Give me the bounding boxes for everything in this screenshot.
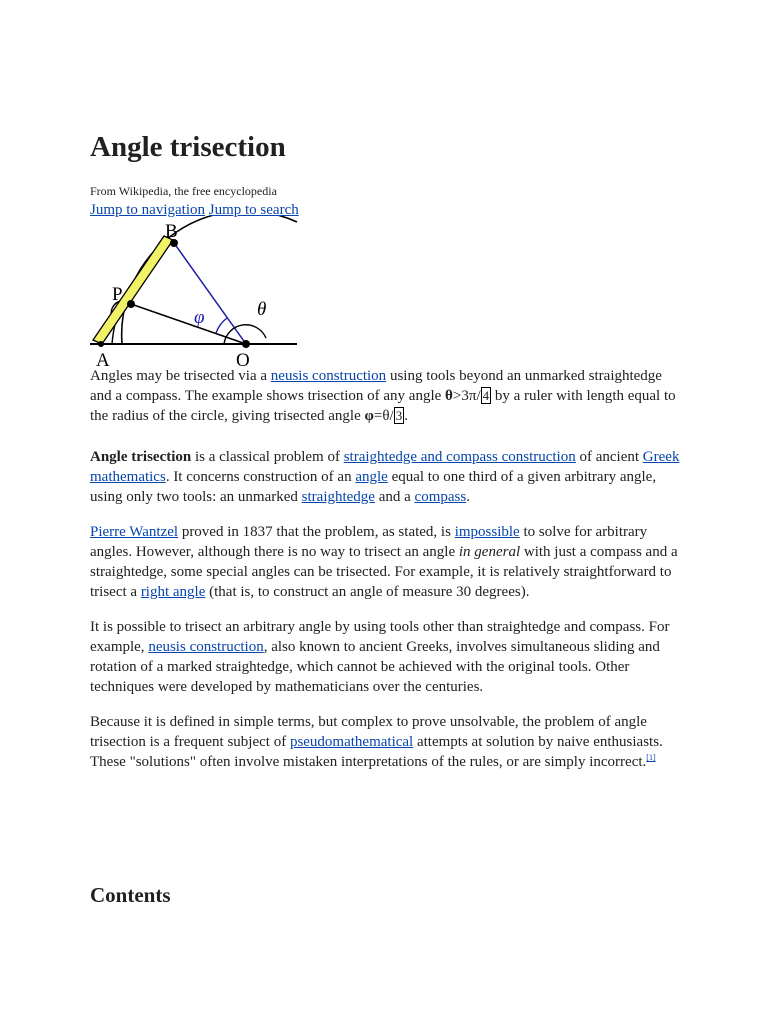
jump-to-navigation-link[interactable]: Jump to navigation	[90, 202, 205, 218]
math-slash: /	[476, 388, 481, 404]
bold-term: Angle trisection	[90, 449, 192, 465]
line-ob	[174, 243, 246, 344]
link-neusis-construction-2[interactable]: neusis construction	[148, 639, 264, 655]
link-impossible[interactable]: impossible	[454, 524, 520, 540]
paragraph-text: and a	[374, 489, 415, 505]
paragraph-text: to solve for arbitrary angles. However, although there is no way to trisect an angle	[90, 524, 648, 560]
link-pseudomathematical[interactable]: pseudomathematical	[289, 734, 414, 750]
paragraph-intro	[90, 447, 680, 507]
paragraph-text: equal to one third of a given arbitrary angle, using only two tools: an unmarked	[90, 469, 657, 505]
paragraph-text: attempts at solution by naive enthusiasts. These "solutions" often involve mistaken interpretations of the rules, or are simply incorrect.	[90, 734, 663, 770]
caption-text: by a ruler with length equal to the radius of the circle, giving trisected angle	[90, 388, 676, 424]
caption-text: using tools beyond an unmarked straightedge and a compass. The example shows trisection of any angle	[90, 368, 662, 404]
label-p: P	[112, 284, 123, 305]
math-eq: =	[373, 408, 383, 424]
label-b: B	[165, 221, 178, 242]
caption-text: Angles may be trisected via a	[90, 368, 271, 384]
link-greek-mathematics[interactable]: Greek mathematics	[90, 449, 680, 485]
math-theta: θ	[445, 388, 453, 404]
point-a	[98, 341, 104, 347]
point-o	[242, 340, 250, 348]
link-straightedge[interactable]: straightedge	[301, 489, 375, 505]
paragraph-text: of ancient	[575, 449, 643, 465]
math-gt: >3	[452, 388, 469, 404]
article-body	[90, 447, 680, 787]
paragraph-pseudomath	[90, 712, 680, 772]
figure-caption	[90, 366, 680, 441]
reference-1-link[interactable]: [1]	[646, 753, 656, 762]
math-slash-2: /	[389, 408, 394, 424]
link-neusis-construction[interactable]: neusis construction	[270, 368, 387, 384]
caption-period: .	[404, 408, 408, 424]
label-theta: θ	[257, 299, 267, 320]
math-phi: φ	[364, 408, 374, 424]
link-pierre-wantzel[interactable]: Pierre Wantzel	[90, 524, 179, 540]
paragraph-text: It is possible to trisect an arbitrary angle by using tools other than straightedge and compass. For example,	[90, 619, 670, 655]
math-pi: π	[468, 388, 477, 404]
trisection-diagram	[90, 216, 305, 370]
link-right-angle[interactable]: right angle	[140, 584, 206, 600]
paragraph-text: .	[466, 489, 470, 505]
contents-heading: Contents	[90, 883, 171, 907]
math-three: 3	[395, 408, 403, 423]
point-p	[127, 300, 135, 308]
paragraph-text: with just a compass and a straightedge, some special angles can be trisected. For example, it is relatively straightforward to trisect a	[90, 544, 678, 600]
jump-to-search-link[interactable]: Jump to search	[208, 202, 299, 218]
ruler	[93, 236, 173, 344]
link-straightedge-compass[interactable]: straightedge and compass construction	[343, 449, 576, 465]
paragraph-text: is a classical problem of	[191, 449, 344, 465]
link-compass[interactable]: compass	[414, 489, 467, 505]
label-a: A	[96, 350, 110, 370]
trisection-figure[interactable]	[90, 216, 305, 370]
link-angle[interactable]: angle	[355, 469, 388, 485]
paragraph-text: , also known to ancient Greeks, involves simultaneous sliding and rotation of a marked straightedge, which cannot be achieved with the original tools. Other techniques were developed by mathematicians over the centuries.	[90, 639, 660, 695]
paragraph-wantzel	[90, 522, 680, 602]
math-theta-small: θ	[382, 408, 390, 424]
phi-arc	[216, 318, 227, 333]
math-four: 4	[482, 388, 490, 403]
label-phi: φ	[194, 307, 205, 328]
outer-circle-arc	[122, 216, 297, 344]
site-tagline: From Wikipedia, the free encyclopedia	[90, 184, 277, 198]
paragraph-text: Because it is defined in simple terms, but complex to prove unsolvable, the problem of angle trisection is a frequent subject of	[90, 714, 647, 750]
line-op	[131, 304, 246, 344]
paragraph-text: . It concerns construction of an	[165, 469, 356, 485]
paragraph-other-tools	[90, 617, 680, 697]
label-o: O	[236, 350, 250, 370]
page-title: Angle trisection	[90, 131, 286, 163]
paragraph-text: (that is, to construct an angle of measure 30 degrees).	[205, 584, 530, 600]
paragraph-text: proved in 1837 that the problem, as stated, is	[178, 524, 455, 540]
italic-in-general: in general	[458, 544, 521, 560]
